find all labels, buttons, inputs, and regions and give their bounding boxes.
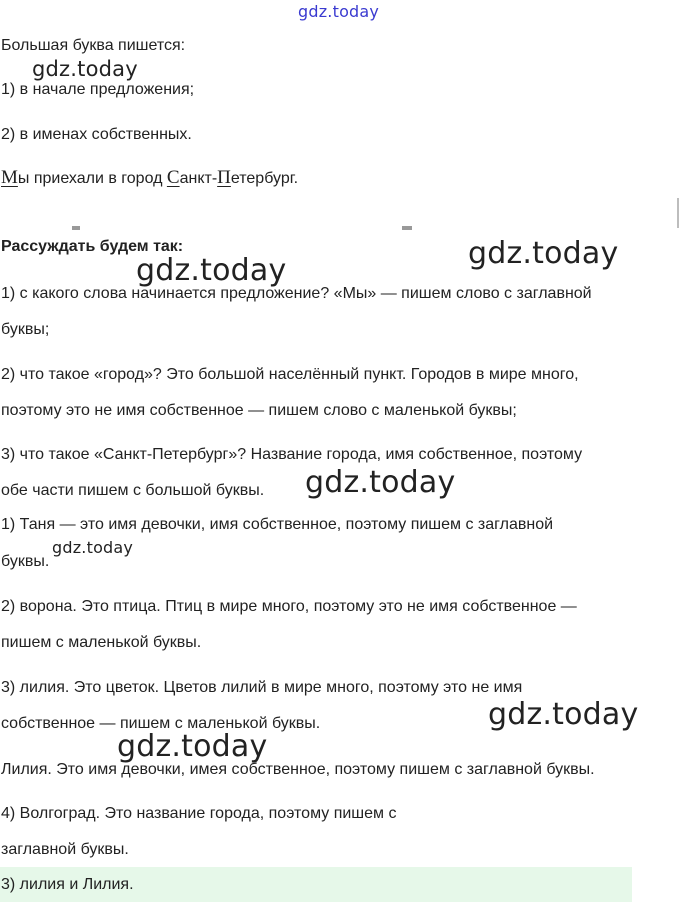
reasoning-line: буквы; (1, 321, 50, 338)
clipped-text-fragment (402, 226, 412, 230)
answer-line: 2) ворона. Это птица. Птиц в мире много, поэтому это не имя собственное — (1, 598, 577, 615)
reasoning-line: 1) с какого слова начинается предложение? «Мы» — пишем слово с заглавной (1, 285, 592, 302)
answer-line: 3) лилия. Это цветок. Цветов лилий в мире много, поэтому это не имя (1, 679, 523, 696)
answer-line: 4) Волгоград. Это название города, поэтому пишем с (1, 805, 397, 822)
rule-heading: Большая буква пишется: (1, 37, 186, 54)
reasoning-line: обе части пишем с большой буквы. (1, 482, 265, 499)
example-sentence: Мы приехали в город Санкт-Петербург. (1, 167, 299, 188)
clipped-text-fragment (72, 226, 80, 230)
answer-line: собственное — пишем с маленькой буквы. (1, 715, 321, 732)
reasoning-heading: Рассуждать будем так: (1, 238, 184, 255)
capital-letter: П (217, 167, 231, 188)
answer-line: пишем с маленькой буквы. (1, 634, 202, 651)
watermark: gdz.today (468, 236, 619, 271)
reasoning-line: 3) что такое «Санкт-Петербург»? Название города, имя собственное, поэтому (1, 446, 583, 463)
reasoning-line: поэтому это не имя собственное — пишем слово с маленькой буквы; (1, 402, 517, 419)
answer-line: буквы. (1, 553, 50, 570)
answer-line: 1) Таня — это имя девочки, имя собственное, поэтому пишем с заглавной (1, 516, 554, 533)
rule-item: 1) в начале предложения; (1, 81, 195, 98)
watermark: gdz.today (136, 253, 287, 288)
watermark-top: gdz.today (298, 2, 380, 21)
answer-line: заглавной буквы. (1, 841, 129, 858)
capital-letter: М (1, 167, 18, 188)
rule-item: 2) в именах собственных. (1, 126, 192, 143)
watermark: gdz.today (488, 697, 639, 732)
watermark: gdz.today (305, 465, 456, 500)
reasoning-line: 2) что такое «город»? Это большой населённый пункт. Городов в мире много, (1, 366, 579, 383)
capital-letter: С (166, 167, 180, 188)
final-answer: 3) лилия и Лилия. (1, 876, 134, 893)
scroll-indicator (677, 198, 679, 228)
answer-line: Лилия. Это имя девочки, имея собственное, поэтому пишем с заглавной буквы. (1, 761, 595, 778)
watermark: gdz.today (117, 729, 268, 764)
watermark: gdz.today (52, 538, 134, 557)
watermark: gdz.today (32, 57, 138, 81)
